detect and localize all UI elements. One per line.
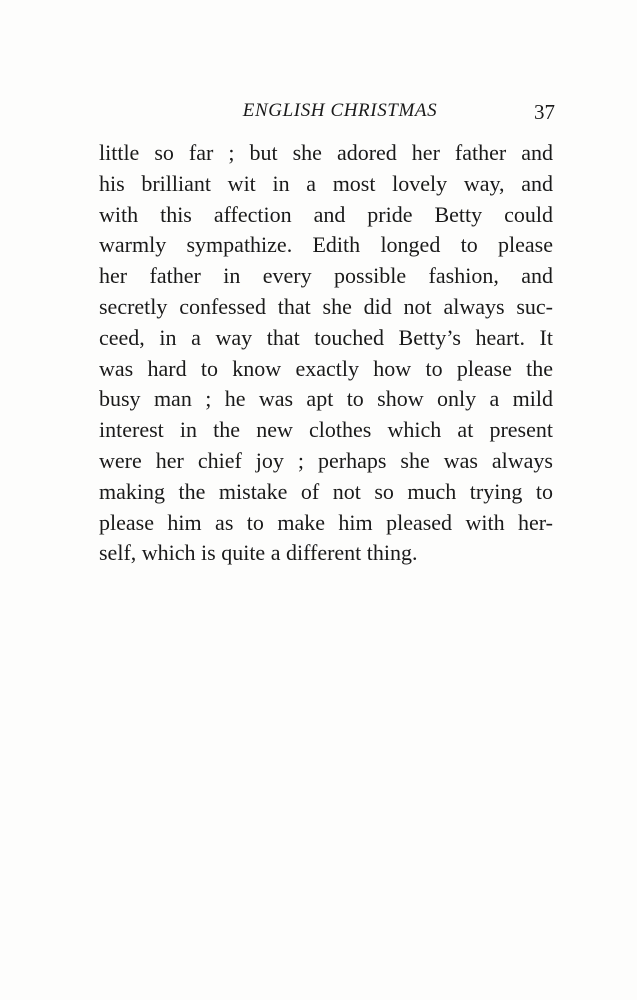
text-line: self, which is quite a different thing.	[99, 540, 418, 566]
text-line: with this affection and pride Betty could	[99, 201, 553, 227]
text-line: her father in every possible fashion, and	[99, 263, 553, 289]
body-text	[99, 138, 553, 569]
text-line: making the mistake of not so much trying to	[99, 478, 553, 504]
text-line: were her chief joy ; perhaps she was always	[99, 447, 553, 473]
text-line: ceed, in a way that touched Betty’s heart. It	[99, 324, 553, 350]
text-line: please him as to make him pleased with her-	[99, 509, 553, 535]
page-number: 37	[534, 100, 555, 124]
running-title: ENGLISH CHRISTMAS	[242, 100, 438, 121]
text-line: little so far ; but she adored her father and	[99, 140, 553, 165]
text-line: was hard to know exactly how to please the	[99, 355, 553, 381]
running-head	[99, 100, 555, 126]
text-line: his brilliant wit in a most lovely way, and	[99, 170, 553, 196]
text-line: warmly sympathize. Edith longed to please	[99, 232, 553, 258]
text-line: busy man ; he was apt to show only a mild	[99, 386, 553, 412]
text-line: secretly confessed that she did not always suc-	[99, 293, 553, 319]
text-line: interest in the new clothes which at present	[99, 417, 553, 443]
